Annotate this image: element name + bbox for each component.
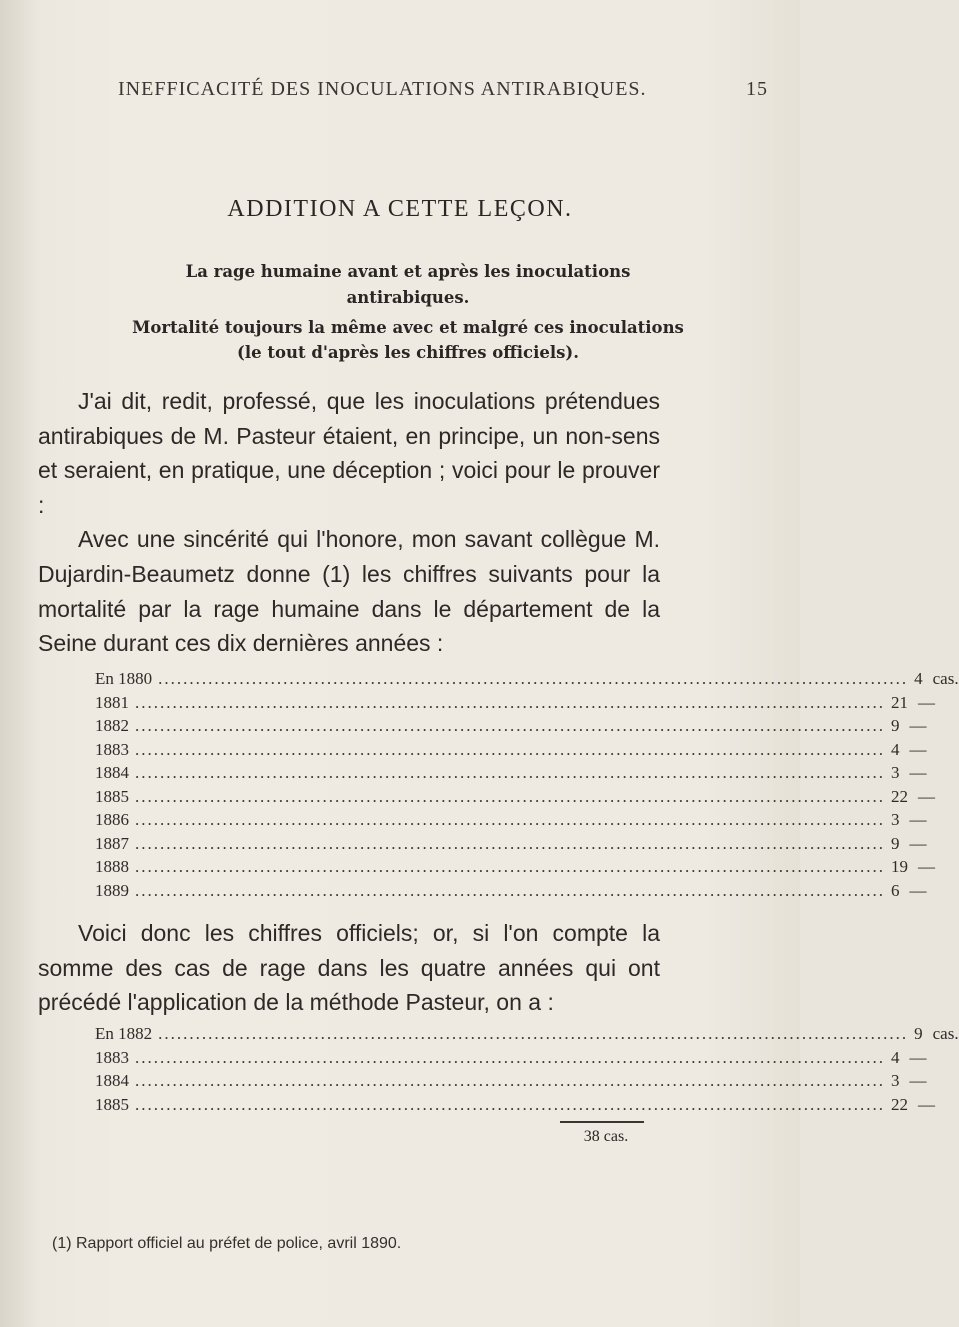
sum-total: 38 cas.: [583, 1128, 629, 1145]
dot-leader: ........................................................................................................................: [135, 833, 885, 853]
case-count: 9: [891, 716, 900, 735]
section-title: ADDITION A CETTE LEÇON.: [227, 196, 573, 222]
sum-table: [95, 1024, 959, 1118]
paragraph-2: Avec une sincérité qui l'honore, mon savant collègue M. Dujardin-Beaumetz donne (1) les chiffres suivants pour la mortalité par la rage humaine dans le département de la Seine durant ces dix dernières années :: [38, 526, 660, 657]
year-label: 1889: [95, 880, 129, 900]
subtitle-line-1: La rage humaine avant et après les inoculations: [185, 262, 631, 281]
dot-leader: ........................................................................................................................: [135, 1071, 885, 1090]
unit-label: —: [918, 786, 935, 806]
subtitle-line-4: (le tout d'après les chiffres officiels).: [237, 343, 579, 362]
mortality-row: [95, 833, 927, 858]
case-count: 22: [891, 786, 908, 806]
unit-label: —: [909, 833, 927, 853]
year-label: 1883: [95, 739, 129, 759]
dot-leader: ........................................................................................................................: [135, 786, 885, 806]
dot-leader: ........................................................................................................................: [135, 880, 885, 900]
dot-leader: ........................................................................................................................: [135, 810, 885, 829]
year-label: 1885: [95, 1094, 129, 1114]
year-label: 1883: [95, 1047, 129, 1067]
dot-leader: ........................................................................................................................: [135, 763, 885, 782]
year-label: 1885: [95, 786, 129, 806]
year-label: 1887: [95, 833, 129, 853]
body-paragraphs: [38, 384, 660, 661]
case-count: 9: [891, 833, 900, 853]
case-count: 4: [914, 669, 923, 688]
unit-label: —: [909, 880, 927, 900]
unit-label: —: [909, 763, 927, 782]
dot-leader: ........................................................................................................................: [135, 692, 885, 712]
unit-label: —: [918, 857, 935, 876]
sum-row: [95, 1047, 927, 1072]
mortality-row: [95, 763, 927, 787]
subtitle-line-3: Mortalité toujours la même avec et malgré ces inoculations: [132, 318, 684, 337]
case-count: 19: [891, 857, 908, 876]
dot-leader: ........................................................................................................................: [135, 1047, 885, 1067]
case-count: 3: [891, 763, 900, 782]
mortality-table: [95, 669, 959, 904]
dot-leader: ........................................................................................................................: [158, 1024, 909, 1043]
sum-row: [95, 1024, 959, 1048]
subtitle-line-2: antirabiques.: [346, 288, 470, 307]
running-head: [118, 78, 768, 101]
year-label: 1881: [95, 692, 129, 712]
running-head-title: INEFFICACITÉ DES INOCULATIONS ANTIRABIQUES.: [118, 78, 647, 100]
year-label: 1884: [95, 1071, 129, 1090]
dot-leader: ........................................................................................................................: [135, 739, 885, 759]
unit-label: —: [909, 810, 927, 829]
page-number: 15: [746, 78, 768, 100]
year-label: 1888: [95, 857, 129, 876]
mortality-row: [95, 786, 935, 811]
unit-label: —: [918, 692, 935, 712]
mortality-row: [95, 692, 935, 717]
case-count: 3: [891, 1071, 900, 1090]
year-label: En 1880: [95, 669, 153, 688]
dot-leader: ........................................................................................................................: [135, 1094, 885, 1114]
mortality-row: [95, 880, 927, 905]
sum-row: [95, 1094, 935, 1119]
mortality-row: [95, 739, 927, 764]
year-label: 1886: [95, 810, 129, 829]
case-count: 4: [891, 739, 900, 759]
case-count: 22: [891, 1094, 908, 1114]
case-count: 3: [891, 810, 900, 829]
paragraph-1: J'ai dit, redit, professé, que les inoculations prétendues antirabiques de M. Pasteur étaient, en principe, un non-sens et seraient, en pratique, une déception ; voici pour le prouver :: [38, 388, 660, 518]
mortality-row: [95, 669, 959, 693]
mortality-row: [95, 810, 927, 834]
unit-label: cas.: [932, 1024, 959, 1043]
dot-leader: ........................................................................................................................: [158, 669, 909, 688]
sum-row: [95, 1071, 927, 1095]
unit-label: —: [909, 739, 927, 759]
dot-leader: ........................................................................................................................: [135, 857, 885, 876]
footnote: (1) Rapport officiel au préfet de police, avril 1890.: [52, 1235, 402, 1252]
paragraph-3: Voici donc les chiffres officiels; or, si l'on compte la somme des cas de rage dans les quatre années qui ont précédé l'application de la méthode Pasteur, on a :: [38, 920, 660, 1016]
unit-label: —: [909, 1071, 927, 1090]
unit-label: —: [909, 1047, 927, 1067]
case-count: 9: [914, 1024, 923, 1043]
case-count: 21: [891, 692, 908, 712]
sum-rule: [560, 1121, 644, 1123]
case-count: 6: [891, 880, 900, 900]
unit-label: —: [909, 716, 927, 735]
unit-label: cas.: [932, 669, 959, 688]
year-label: 1884: [95, 763, 129, 782]
case-count: 4: [891, 1047, 900, 1067]
unit-label: —: [918, 1094, 935, 1114]
body-paragraph-3-block: [38, 916, 660, 1020]
year-label: En 1882: [95, 1024, 153, 1043]
dot-leader: ........................................................................................................................: [135, 716, 885, 735]
year-label: 1882: [95, 716, 129, 735]
mortality-row: [95, 716, 927, 740]
mortality-row: [95, 857, 935, 881]
